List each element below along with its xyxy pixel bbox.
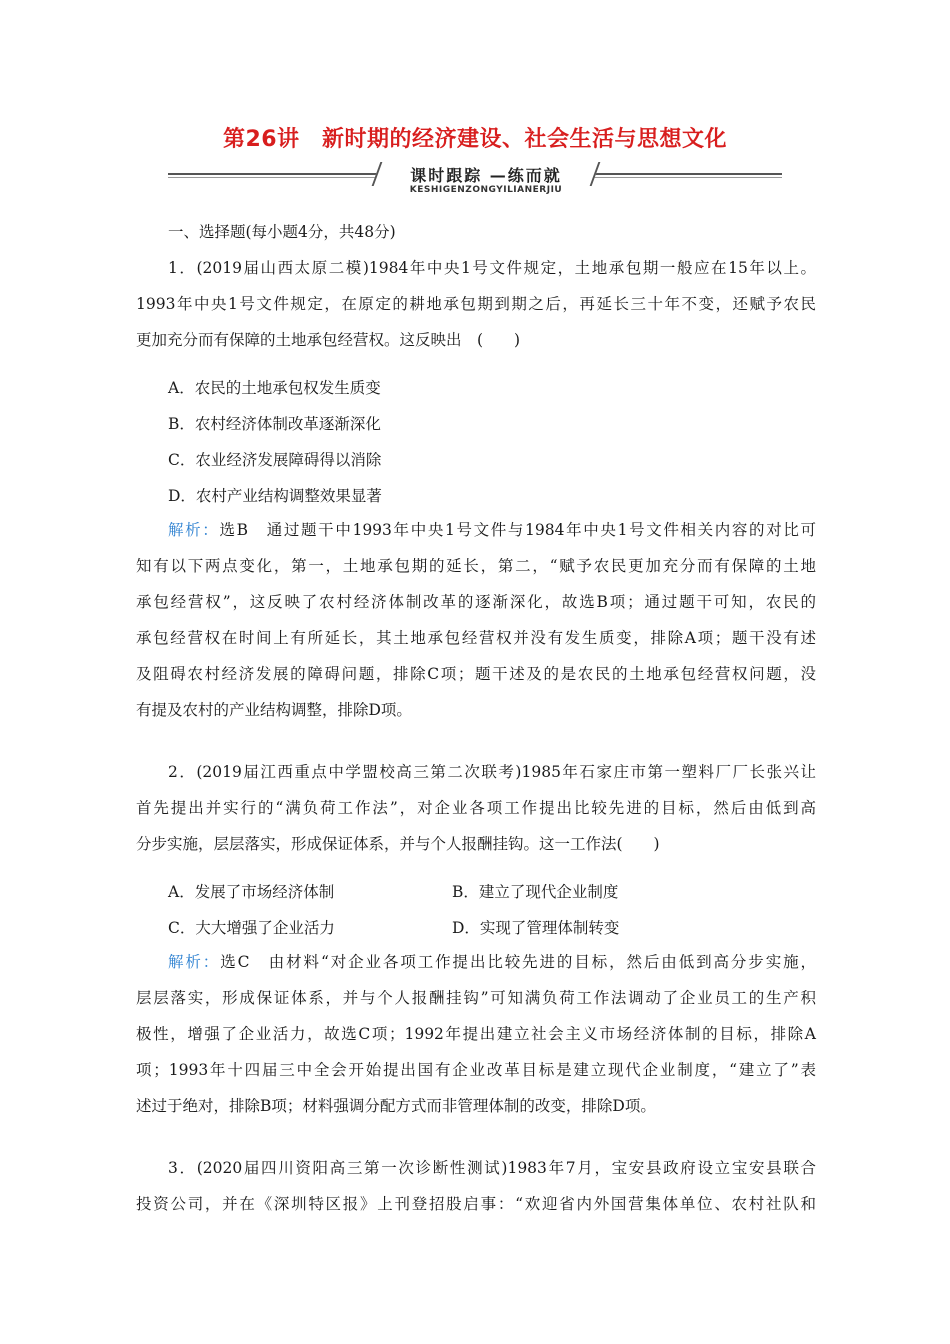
question-1-analysis-line: 有提及农村的产业结构调整，排除D项。 [136,701,412,719]
question-2-option-a: A．发展了市场经济体制 [168,883,335,901]
question-2-option-d: D．实现了管理体制转变 [452,919,620,937]
question-2-analysis [136,944,816,1124]
question-2-analysis-line: 层层落实，形成保证体系，并与个人报酬挂钩”可知满负荷工作法调动了企业员工的生产积 [136,989,816,1007]
question-1-analysis-line: 知有以下两点变化，第一，土地承包期的延长，第二，“赋予农民更加充分而有保障的土地 [136,557,816,575]
question-2-option-c: C．大大增强了企业活力 [168,919,335,937]
question-1-analysis-line: 承包经营权在时间上有所延长，其土地承包经营权并没有发生质变，排除A项；题干没有述 [136,629,816,647]
question-2-line: 2．(2019届江西重点中学盟校高三第二次联考)1985年石家庄市第一塑料厂厂长张兴让 [168,763,816,781]
section-heading-text: 一、选择题(每小题4分，共48分) [168,223,396,241]
analysis-text: 选B 通过题干中1993年中央1号文件与1984年中央1号文件相关内容的对比可 [219,521,816,539]
question-2-stem [136,754,816,862]
question-2-option-b: B．建立了现代企业制度 [452,883,619,901]
question-1-stem [136,250,816,358]
section-banner [168,160,782,200]
question-2-analysis-line: 极性，增强了企业活力，故选C项；1992年提出建立社会主义市场经济体制的目标，排除A [136,1025,816,1043]
banner-pinyin: KESHIGENZONGYILIANERJIU [409,185,563,195]
question-2-line: 分步实施，层层落实，形成保证体系，并与个人报酬挂钩。这一工作法( ) [136,835,660,853]
lesson-title: 第26讲 新时期的经济建设、社会生活与思想文化 [222,127,728,152]
question-1-analysis [136,512,816,728]
question-1-line: 1993年中央1号文件规定，在原定的耕地承包期到期之后，再延长三十年不变，还赋予农民 [136,295,816,313]
question-3-line: 投资公司，并在《深圳特区报》上刊登招股启事：“欢迎省内外国营集体单位、农村社队和 [136,1195,816,1213]
question-1-analysis-line: 承包经营权”，这反映了农村经济体制改革的逐渐深化，故选B项；通过题干可知，农民的 [136,593,816,611]
question-1-option-a: A．农民的土地承包权发生质变 [168,379,381,397]
question-1-option-c: C．农业经济发展障碍得以消除 [168,451,382,469]
question-1-analysis-first-line [136,512,816,548]
banner-label: 课时跟踪 —练而就 [410,166,562,185]
question-1-option-b: B．农村经济体制改革逐渐深化 [168,415,381,433]
question-1-line: 1．(2019届山西太原二模)1984年中央1号文件规定，土地承包期一般应在15年以上。 [168,259,816,277]
question-3-stem [136,1150,816,1222]
question-2-analysis-first-line [136,944,816,980]
analysis-label: 解析： [168,521,220,539]
section-heading [136,214,816,250]
question-1-analysis-line: 及阻碍农村经济发展的障碍问题，排除C项；题干述及的是农民的土地承包经营权问题，没 [136,665,816,683]
question-2-line: 首先提出并实行的“满负荷工作法”，对企业各项工作提出比较先进的目标，然后由低到高 [136,799,816,817]
question-2-analysis-line: 述过于绝对，排除B项；材料强调分配方式而非管理体制的改变，排除D项。 [136,1097,656,1115]
analysis-label: 解析： [168,953,221,971]
question-2-analysis-line: 项；1993年十四届三中全会开始提出国有企业改革目标是建立现代企业制度，“建立了”表 [136,1061,816,1079]
question-1-option-d: D．农村产业结构调整效果显著 [168,487,382,505]
question-3-line: 3．(2020届四川资阳高三第一次诊断性测试)1983年7月，宝安县政府设立宝安县联合 [168,1159,816,1177]
analysis-text: 选C 由材料“对企业各项工作提出比较先进的目标，然后由低到高分步实施， [220,953,816,971]
question-1-line: 更加充分而有保障的土地承包经营权。这反映出 ( ) [136,331,521,349]
